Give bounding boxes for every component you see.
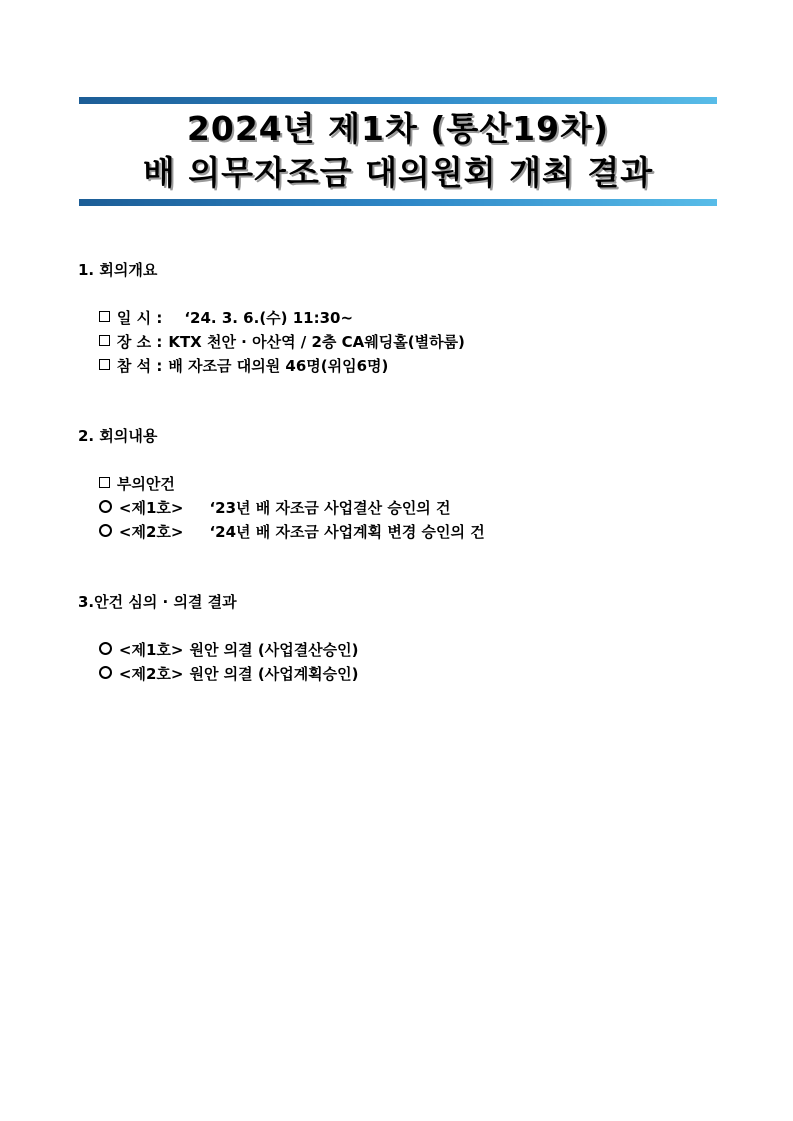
item-label: <제2호> <box>118 523 184 541</box>
overview-item-date <box>78 282 465 327</box>
item-value: 배 자조금 대의원 46명(위임6명) <box>168 357 389 375</box>
checkbox-icon <box>99 335 110 346</box>
section-overview <box>78 258 465 375</box>
item-value: ‘23년 배 자조금 사업결산 승인의 건 <box>209 499 451 517</box>
item-value: ‘24. 3. 6.(수) 11:30~ <box>184 309 354 327</box>
title-block <box>79 97 717 206</box>
checkbox-icon <box>99 477 110 488</box>
section-heading: 2. 회의내용 <box>78 427 158 445</box>
item-value: 원안 의결 (사업결산승인) <box>189 641 359 659</box>
title-line-1: 2024년 제1차 (통산19차) <box>186 109 610 148</box>
agenda-subheading <box>78 448 485 493</box>
item-value: ‘24년 배 자조금 사업계획 변경 승인의 건 <box>209 523 485 541</box>
item-label: <제1호> <box>118 499 184 517</box>
item-label: <제2호> <box>118 665 184 683</box>
title-line-2: 배 의무자조금 대의원회 개최 결과 <box>142 153 654 192</box>
section-results <box>78 590 359 683</box>
circle-bullet-icon <box>99 642 112 655</box>
top-rule <box>79 97 717 104</box>
result-item-1 <box>78 614 359 659</box>
section-content <box>78 424 485 541</box>
bottom-rule <box>79 199 717 206</box>
item-label: <제1호> <box>118 641 184 659</box>
subheading-label: 부의안건 <box>116 475 175 493</box>
item-label: 장 소 : <box>116 333 163 351</box>
item-value: KTX 천안 · 아산역 / 2층 CA웨딩홀(별하룸) <box>168 333 465 351</box>
circle-bullet-icon <box>99 524 112 537</box>
item-label: 일 시 : <box>116 309 163 327</box>
title-text <box>79 104 717 199</box>
checkbox-icon <box>99 359 110 370</box>
section-heading: 3.안건 심의 · 의결 결과 <box>78 593 237 611</box>
circle-bullet-icon <box>99 666 112 679</box>
item-value: 원안 의결 (사업계획승인) <box>189 665 359 683</box>
item-label: 참 석 : <box>116 357 163 375</box>
checkbox-icon <box>99 311 110 322</box>
section-heading: 1. 회의개요 <box>78 261 158 279</box>
circle-bullet-icon <box>99 500 112 513</box>
